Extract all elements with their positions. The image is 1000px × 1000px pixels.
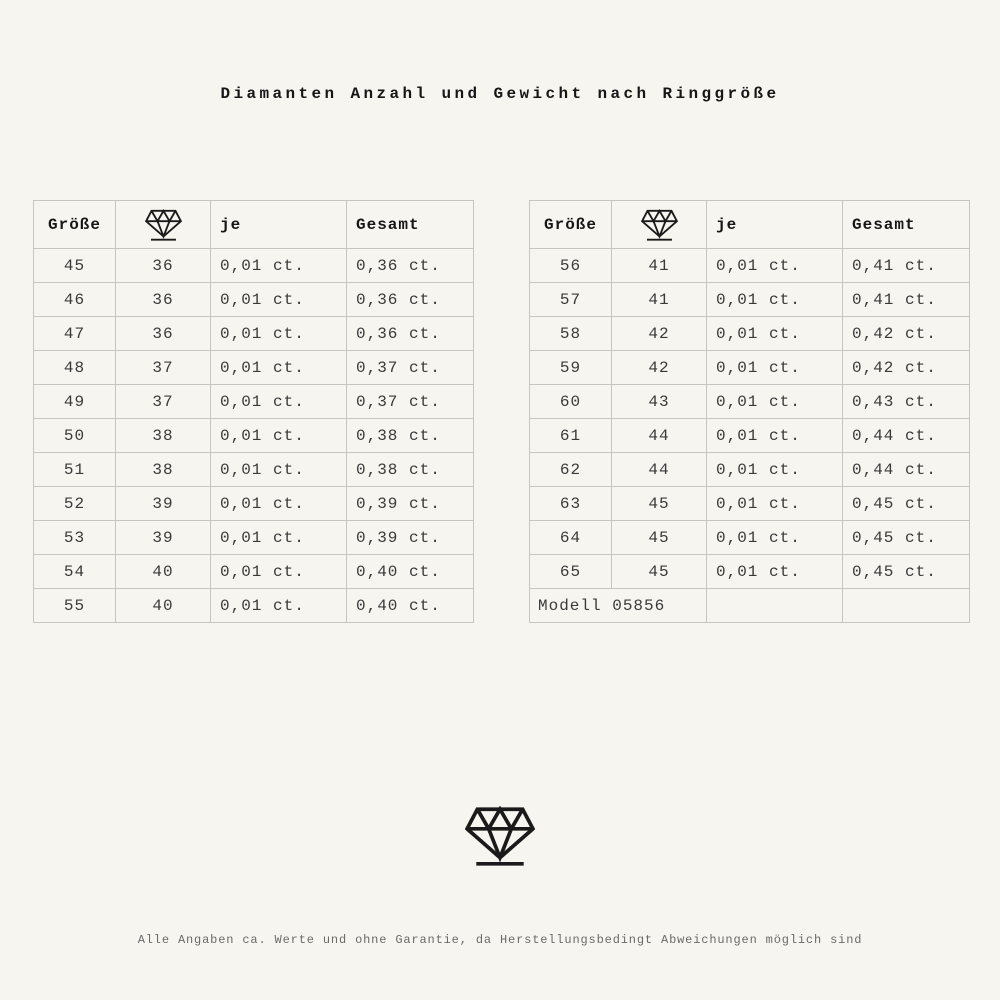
cell-total-weight: 0,36 ct. — [347, 249, 474, 283]
cell-each-weight: 0,01 ct. — [211, 317, 347, 351]
cell-each-weight: 0,01 ct. — [707, 419, 843, 453]
cell-size: 51 — [34, 453, 116, 487]
empty-cell — [843, 589, 970, 623]
table-row — [34, 453, 474, 487]
cell-diamond-count: 44 — [612, 453, 707, 487]
diamond-logo-icon — [465, 806, 535, 866]
table-row — [530, 453, 970, 487]
col-header-diamond-count — [116, 201, 211, 249]
cell-each-weight: 0,01 ct. — [707, 385, 843, 419]
cell-each-weight: 0,01 ct. — [211, 351, 347, 385]
cell-diamond-count: 42 — [612, 351, 707, 385]
table-row — [530, 317, 970, 351]
cell-total-weight: 0,41 ct. — [843, 249, 970, 283]
cell-total-weight: 0,44 ct. — [843, 453, 970, 487]
table-row — [530, 487, 970, 521]
cell-each-weight: 0,01 ct. — [707, 555, 843, 589]
col-header-total: Gesamt — [843, 201, 970, 249]
cell-each-weight: 0,01 ct. — [707, 351, 843, 385]
cell-each-weight: 0,01 ct. — [707, 249, 843, 283]
cell-total-weight: 0,38 ct. — [347, 453, 474, 487]
right-table-body — [530, 249, 970, 589]
cell-each-weight: 0,01 ct. — [211, 555, 347, 589]
cell-size: 60 — [530, 385, 612, 419]
col-header-each: je — [707, 201, 843, 249]
table-row — [530, 555, 970, 589]
table-row — [34, 351, 474, 385]
header-row — [34, 201, 474, 249]
cell-diamond-count: 37 — [116, 385, 211, 419]
table-row — [34, 521, 474, 555]
cell-each-weight: 0,01 ct. — [211, 419, 347, 453]
cell-total-weight: 0,40 ct. — [347, 555, 474, 589]
cell-diamond-count: 37 — [116, 351, 211, 385]
table-row — [530, 351, 970, 385]
cell-size: 53 — [34, 521, 116, 555]
ring-size-table-left — [33, 200, 474, 623]
cell-diamond-count: 42 — [612, 317, 707, 351]
right-table-model-section — [530, 589, 970, 623]
cell-total-weight: 0,42 ct. — [843, 317, 970, 351]
table-row — [530, 521, 970, 555]
page-title: Diamanten Anzahl und Gewicht nach Ringgröße — [220, 85, 780, 103]
cell-size: 47 — [34, 317, 116, 351]
cell-size: 65 — [530, 555, 612, 589]
cell-total-weight: 0,39 ct. — [347, 487, 474, 521]
table-row — [34, 589, 474, 623]
model-number-label: Modell 05856 — [530, 589, 707, 623]
cell-each-weight: 0,01 ct. — [211, 521, 347, 555]
cell-total-weight: 0,36 ct. — [347, 317, 474, 351]
cell-diamond-count: 38 — [116, 419, 211, 453]
cell-size: 64 — [530, 521, 612, 555]
col-header-total: Gesamt — [347, 201, 474, 249]
cell-each-weight: 0,01 ct. — [707, 283, 843, 317]
cell-each-weight: 0,01 ct. — [211, 487, 347, 521]
cell-diamond-count: 43 — [612, 385, 707, 419]
cell-each-weight: 0,01 ct. — [211, 385, 347, 419]
cell-total-weight: 0,41 ct. — [843, 283, 970, 317]
cell-diamond-count: 40 — [116, 589, 211, 623]
ring-size-table-right — [529, 200, 970, 623]
cell-total-weight: 0,45 ct. — [843, 521, 970, 555]
cell-diamond-count: 44 — [612, 419, 707, 453]
header-row — [530, 201, 970, 249]
cell-each-weight: 0,01 ct. — [707, 453, 843, 487]
cell-diamond-count: 38 — [116, 453, 211, 487]
cell-diamond-count: 39 — [116, 521, 211, 555]
cell-total-weight: 0,42 ct. — [843, 351, 970, 385]
model-row — [530, 589, 970, 623]
cell-size: 54 — [34, 555, 116, 589]
table-row — [34, 385, 474, 419]
cell-size: 57 — [530, 283, 612, 317]
cell-diamond-count: 39 — [116, 487, 211, 521]
table-row — [530, 385, 970, 419]
col-header-diamond-count — [612, 201, 707, 249]
cell-diamond-count: 36 — [116, 249, 211, 283]
cell-diamond-count: 36 — [116, 317, 211, 351]
col-header-size: Größe — [530, 201, 612, 249]
cell-diamond-count: 45 — [612, 555, 707, 589]
cell-total-weight: 0,44 ct. — [843, 419, 970, 453]
cell-each-weight: 0,01 ct. — [211, 249, 347, 283]
cell-size: 52 — [34, 487, 116, 521]
table-row — [34, 487, 474, 521]
col-header-each: je — [211, 201, 347, 249]
cell-size: 61 — [530, 419, 612, 453]
cell-total-weight: 0,37 ct. — [347, 351, 474, 385]
cell-each-weight: 0,01 ct. — [211, 283, 347, 317]
table-row — [34, 283, 474, 317]
empty-cell — [707, 589, 843, 623]
cell-diamond-count: 41 — [612, 249, 707, 283]
disclaimer-note: Alle Angaben ca. Werte und ohne Garantie, da Herstellungsbedingt Abweichungen möglich sind — [137, 933, 863, 947]
cell-size: 45 — [34, 249, 116, 283]
cell-each-weight: 0,01 ct. — [211, 453, 347, 487]
table-row — [34, 249, 474, 283]
cell-size: 63 — [530, 487, 612, 521]
cell-diamond-count: 40 — [116, 555, 211, 589]
cell-size: 49 — [34, 385, 116, 419]
cell-diamond-count: 36 — [116, 283, 211, 317]
cell-each-weight: 0,01 ct. — [211, 589, 347, 623]
cell-size: 58 — [530, 317, 612, 351]
cell-diamond-count: 41 — [612, 283, 707, 317]
cell-size: 59 — [530, 351, 612, 385]
cell-diamond-count: 45 — [612, 521, 707, 555]
cell-size: 55 — [34, 589, 116, 623]
cell-diamond-count: 45 — [612, 487, 707, 521]
cell-total-weight: 0,40 ct. — [347, 589, 474, 623]
cell-size: 46 — [34, 283, 116, 317]
table-row — [530, 249, 970, 283]
cell-each-weight: 0,01 ct. — [707, 521, 843, 555]
cell-total-weight: 0,45 ct. — [843, 555, 970, 589]
table-row — [34, 419, 474, 453]
cell-total-weight: 0,45 ct. — [843, 487, 970, 521]
cell-size: 50 — [34, 419, 116, 453]
cell-total-weight: 0,43 ct. — [843, 385, 970, 419]
cell-each-weight: 0,01 ct. — [707, 487, 843, 521]
cell-size: 48 — [34, 351, 116, 385]
diamond-gem-icon — [145, 209, 182, 241]
col-header-size: Größe — [34, 201, 116, 249]
cell-size: 56 — [530, 249, 612, 283]
cell-each-weight: 0,01 ct. — [707, 317, 843, 351]
cell-size: 62 — [530, 453, 612, 487]
table-row — [34, 317, 474, 351]
table-row — [530, 283, 970, 317]
table-row — [34, 555, 474, 589]
cell-total-weight: 0,38 ct. — [347, 419, 474, 453]
cell-total-weight: 0,39 ct. — [347, 521, 474, 555]
left-table-body — [34, 249, 474, 623]
cell-total-weight: 0,36 ct. — [347, 283, 474, 317]
table-row — [530, 419, 970, 453]
diamond-gem-icon — [641, 209, 678, 241]
cell-total-weight: 0,37 ct. — [347, 385, 474, 419]
